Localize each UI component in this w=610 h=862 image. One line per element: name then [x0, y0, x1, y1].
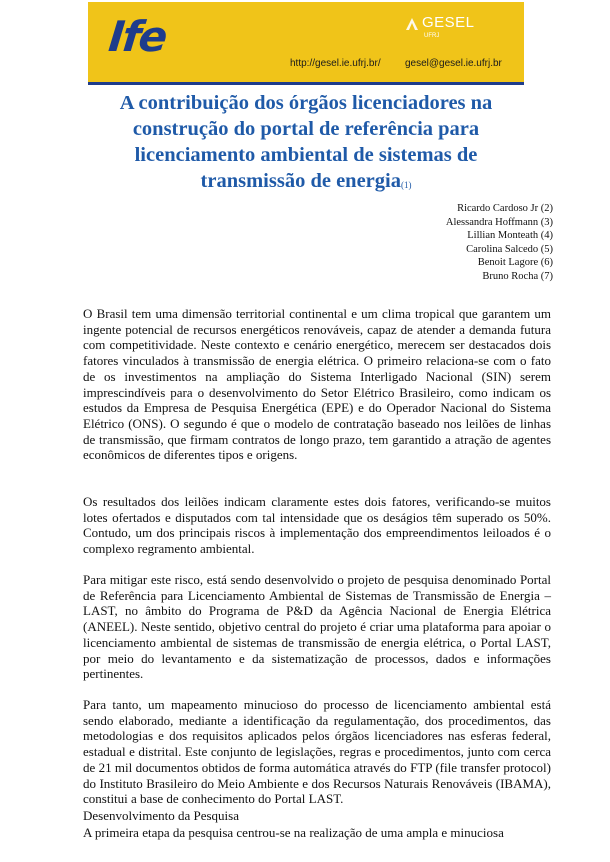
header-banner	[88, 2, 524, 85]
body-paragraph: A primeira etapa da pesquisa centrou-se na realização de uma ampla e minuciosa	[83, 825, 504, 840]
title-text: A contribuição dos órgãos licenciadores na construção do portal de referência para licenciamento ambiental de sistemas de transmissão de energia	[119, 92, 493, 192]
gesel-name: GESEL	[422, 14, 475, 31]
gesel-sub: UFRJ	[424, 33, 440, 39]
title-footnote-marker: (1)	[400, 180, 412, 190]
website-link[interactable]: http://gesel.ie.ufrj.br/	[290, 58, 381, 69]
body-paragraph: Para tanto, um mapeamento minucioso do processo de licenciamento ambiental está sendo elaborado, mediante a identificação da regulamentação, dos procedimentos, das metodologias e dos requisitos aplicados pelos órgãos licenciadores nas esferas federal, estadual e distrital. Este conjunto de legislações, regras e procedimentos, junto com cerca de 21 mil documentos obtidos de forma automática através do FTP (file transfer protocol) do Instituto Brasileiro do Meio Ambiente e dos Recursos Naturais Renováveis (IBAMA), constitui a base de conhecimento do Portal LAST.	[83, 697, 551, 807]
email-link[interactable]: gesel@gesel.ie.ufrj.br	[405, 58, 502, 69]
author: Alessandra Hoffmann (3)	[445, 216, 553, 228]
author: Bruno Rocha (7)	[482, 270, 553, 282]
author: Carolina Salcedo (5)	[466, 243, 553, 255]
gesel-logo-icon	[404, 16, 420, 32]
ife-logo: Ife	[106, 12, 168, 61]
section-heading: Desenvolvimento da Pesquisa	[83, 808, 239, 823]
author: Lillian Monteath (4)	[467, 230, 553, 242]
document-title	[96, 90, 516, 197]
author: Benoit Lagore (6)	[477, 257, 553, 269]
author: Ricardo Cardoso Jr (2)	[457, 203, 553, 214]
body-paragraph: O Brasil tem uma dimensão territorial continental e um clima tropical que garantem um ingente potencial de recursos energéticos renováveis, capaz de atender a demanda futura com competitividade. Neste contexto e cenário energético, merecem ser destacados dois fatores vinculados à transmissão de energia elétrica. O primeiro relaciona-se com o fato de os investimentos na ampliação do Sistema Interligado Nacional (SIN) serem imprescindíveis para o desenvolvimento do Setor Elétrico Brasileiro, como indicam os estudos da Empresa de Pesquisa Energética (EPE) e do Operador Nacional do Sistema Elétrico (ONS). O segundo é que o modelo de contratação baseado nos leilões de linhas de transmissão, que firmam contratos de longo prazo, tem garantido a atração de agentes econômicos de diferentes tipos e origens.	[83, 306, 551, 463]
body-paragraph: Para mitigar este risco, está sendo desenvolvido o projeto de pesquisa denominado Portal de Referência para Licenciamento Ambiental de Sistemas de Transmissão de Energia – LAST, no âmbito do Programa de P&D da Agência Nacional de Energia Elétrica (ANEEL). Neste sentido, objetivo central do projeto é criar uma plataforma para apoiar o licenciamento ambiental de sistemas de transmissão de energia elétrica, o Portal LAST, por meio do levantamento e da sistematização de processos, dados e informações pertinentes.	[83, 572, 551, 682]
body-paragraph: Os resultados dos leilões indicam claramente estes dois fatores, verificando-se muitos lotes ofertados e disputados com tal intensidade que os deságios têm superado os 50%. Contudo, um dos principais riscos à implementação dos empreendimentos leiloados é o complexo regramento ambiental.	[83, 494, 551, 557]
author-list	[446, 202, 553, 284]
